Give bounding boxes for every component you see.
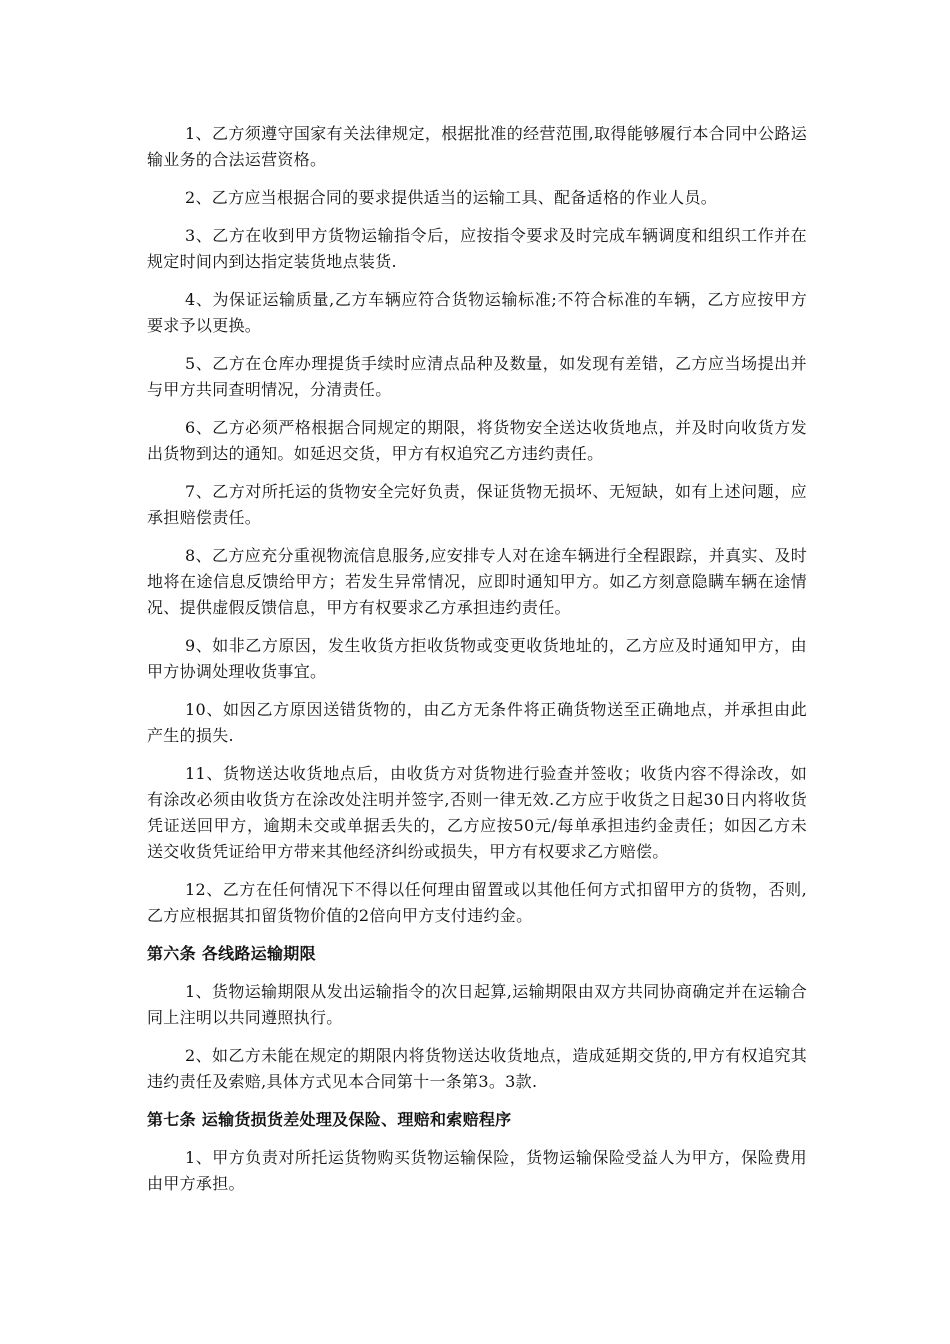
clause-5-item-2: 2、乙方应当根据合同的要求提供适当的运输工具、配备适格的作业人员。: [185, 188, 718, 207]
clause-5-item-3: 3、乙方在收到甲方货物运输指令后，应按指令要求及时完成车辆调度和组织工作并在规定时间内到达指定装货地点装货.: [147, 226, 807, 271]
clause-5-item-11: 11、货物送达收货地点后，由收货方对货物进行验查并签收；收货内容不得涂改，如有涂改必须由收货方在涂改处注明并签字,否则一律无效.乙方应于收货之日起30日内将收货凭证送回甲方，逾期未交或单据丢失的，乙方应按50元/每单承担违约金责任；如因乙方未送交收货凭证给甲方带来其他经济纠纷或损失，甲方有权要求乙方赔偿。: [147, 764, 807, 861]
clause-5-item-5: 5、乙方在仓库办理提货手续时应清点品种及数量，如发现有差错，乙方应当场提出并与甲方共同查明情况，分清责任。: [147, 354, 807, 399]
clause-5-item-6: 6、乙方必须严格根据合同规定的期限，将货物安全送达收货地点，并及时向收货方发出货物到达的通知。如延迟交货，甲方有权追究乙方违约责任。: [147, 418, 807, 463]
clause-5-item-8: 8、乙方应充分重视物流信息服务,应安排专人对在途车辆进行全程跟踪，并真实、及时地将在途信息反馈给甲方；若发生异常情况，应即时通知甲方。如乙方刻意隐瞒车辆在途情况、提供虚假反馈信息，甲方有权要求乙方承担违约责任。: [147, 546, 807, 617]
article-7-heading: 第七条 运输货损货差处理及保险、理赔和索赔程序: [147, 1110, 512, 1129]
clause-6-item-1: 1、货物运输期限从发出运输指令的次日起算,运输期限由双方共同协商确定并在运输合同上注明以共同遵照执行。: [147, 982, 807, 1027]
clause-5-item-12: 12、乙方在任何情况下不得以任何理由留置或以其他任何方式扣留甲方的货物，否则,乙方应根据其扣留货物价值的2倍向甲方支付违约金。: [147, 880, 807, 925]
clause-6-item-2: 2、如乙方未能在规定的期限内将货物送达收货地点，造成延期交货的,甲方有权追究其违约责任及索赔,具体方式见本合同第十一条第3。3款.: [147, 1046, 807, 1091]
document-body: [147, 121, 807, 1209]
clause-7-item-1: 1、甲方负责对所托运货物购买货物运输保险，货物运输保险受益人为甲方，保险费用由甲方承担。: [147, 1148, 807, 1193]
clause-5-item-1: 1、乙方须遵守国家有关法律规定，根据批准的经营范围,取得能够履行本合同中公路运输业务的合法运营资格。: [147, 124, 807, 169]
clause-5-item-7: 7、乙方对所托运的货物安全完好负责，保证货物无损坏、无短缺，如有上述问题，应承担赔偿责任。: [147, 482, 807, 527]
article-6-heading: 第六条 各线路运输期限: [147, 944, 316, 963]
clause-5-item-4: 4、为保证运输质量,乙方车辆应符合货物运输标准;不符合标准的车辆，乙方应按甲方要求予以更换。: [147, 290, 807, 335]
clause-5-item-10: 10、如因乙方原因送错货物的，由乙方无条件将正确货物送至正确地点，并承担由此产生的损失.: [147, 700, 807, 745]
clause-5-item-9: 9、如非乙方原因，发生收货方拒收货物或变更收货地址的，乙方应及时通知甲方，由甲方协调处理收货事宜。: [147, 636, 807, 681]
